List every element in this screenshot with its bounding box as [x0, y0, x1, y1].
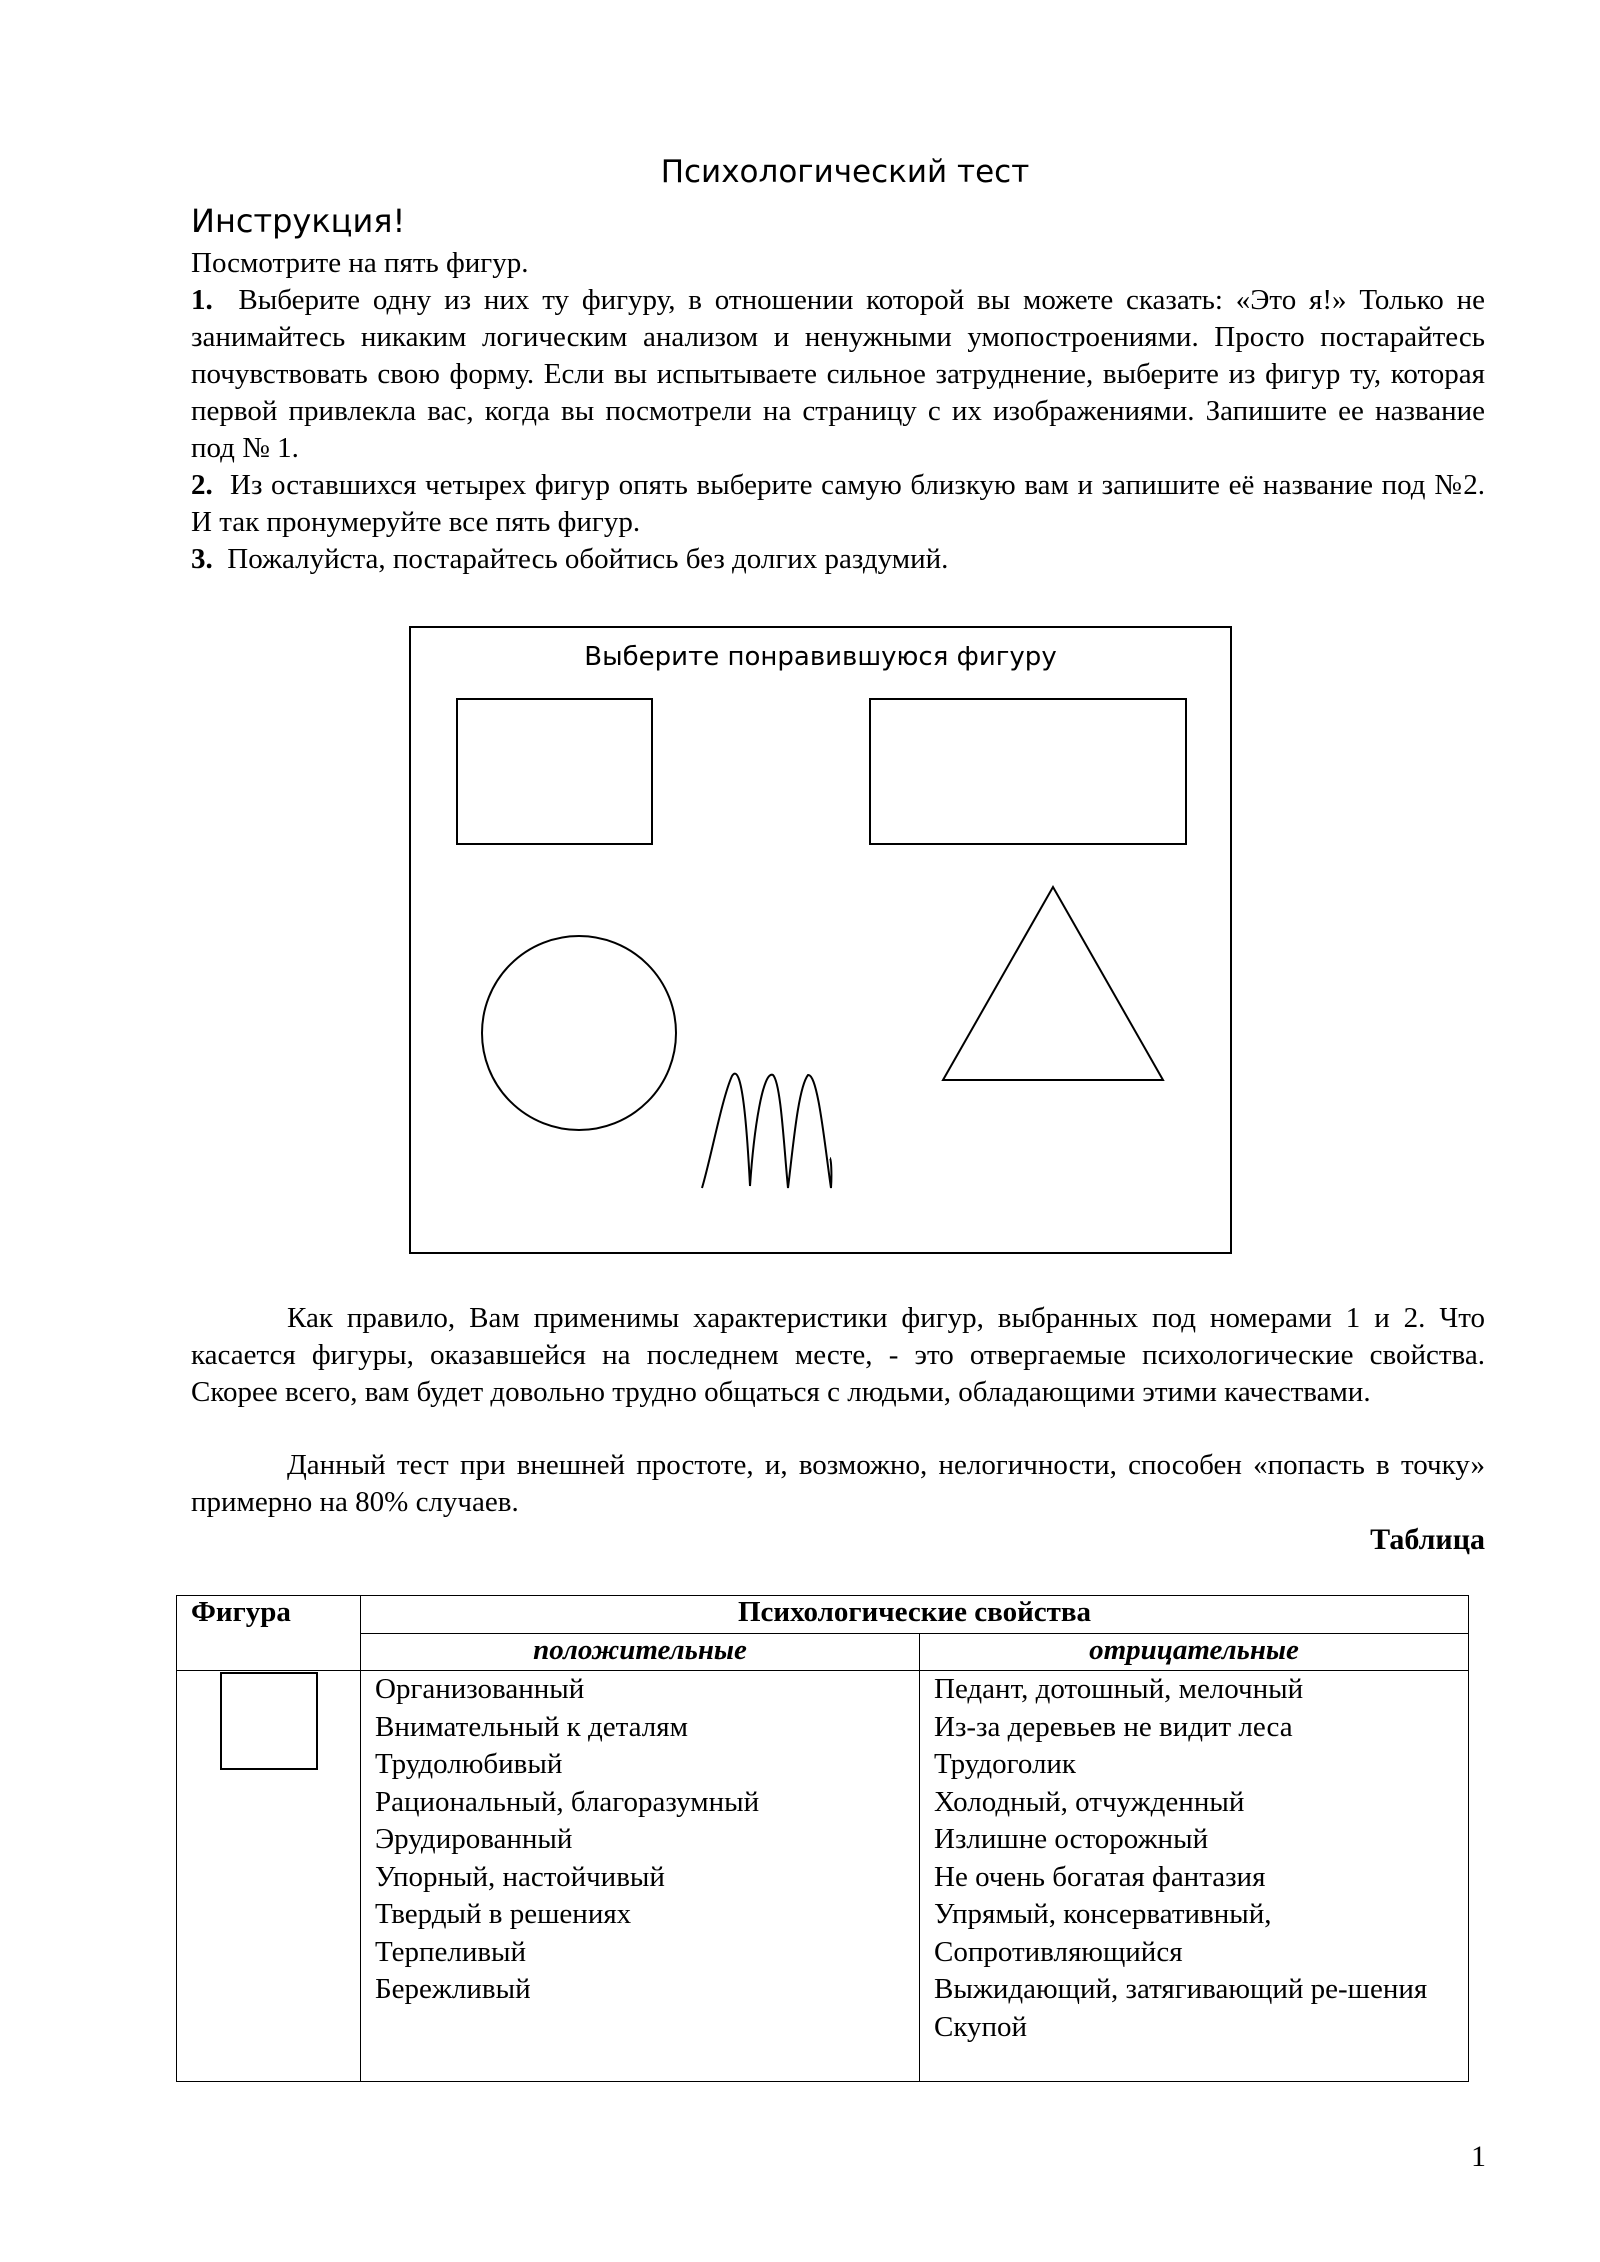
list-item: Упорный, настойчивый [375, 1860, 665, 1893]
list-item: Рациональный, благоразумный [375, 1785, 760, 1818]
table-subheader-row [177, 1634, 1469, 1671]
negative-traits-cell [920, 1671, 1469, 2082]
list-item: Скупой [934, 2010, 1028, 2043]
header-properties: Психологические свойства [361, 1596, 1469, 1634]
list-item: Внимательный к деталям [375, 1710, 688, 1743]
rectangle-shape[interactable] [870, 699, 1186, 844]
list-item: Трудоголик [934, 1748, 1077, 1780]
circle-shape[interactable] [482, 936, 676, 1130]
square-shape[interactable] [457, 699, 652, 844]
header-figure: Фигура [177, 1596, 361, 1671]
intro-text: Посмотрите на пять фигур. [191, 247, 529, 279]
list-item: Организованный [375, 1673, 585, 1705]
table-row [177, 1671, 1469, 2082]
page-title: Психологический тест [660, 154, 1030, 190]
list-item: Упрямый, консервативный, [934, 1898, 1272, 1930]
list-item: Эрудированный [375, 1823, 573, 1855]
figure-caption: Выберите понравившуюся фигуру [584, 642, 1057, 672]
list-item: Холодный, отчужденный [934, 1785, 1245, 1818]
figure-panel [409, 626, 1232, 1254]
header-negative: отрицательные [920, 1634, 1469, 1671]
square-icon [219, 1671, 319, 1771]
list-item: Сопротивляющийся [934, 1935, 1183, 1968]
step-number: 2. [191, 469, 213, 501]
step-2 [191, 467, 1485, 541]
conclusion-paragraph: Данный тест при внешней простоте, и, возможно, нелогичности, способен «попасть в точку» примерно на 80% случаев. [191, 1449, 1485, 1518]
step-3 [191, 541, 1485, 578]
table-header-row [177, 1596, 1469, 1634]
list-item: Из-за деревьев не видит леса [934, 1710, 1293, 1743]
list-item: Не очень богатая фантазия [934, 1860, 1266, 1893]
figure-shapes [411, 628, 1234, 1256]
step-text: Пожалуйста, постарайтесь обойтись без долгих раздумий. [227, 543, 949, 575]
zigzag-shape[interactable] [702, 1074, 831, 1188]
conclusion-paragraph: Как правило, Вам применимы характеристики фигур, выбранных под номерами 1 и 2. Что касается фигуры, оказавшейся на последнем месте, - это отвергаемые психологические свойства. Скорее всего, вам будет довольно трудно общаться с людьми, обладающими этими качествами. [191, 1302, 1485, 1408]
step-number: 1. [191, 284, 213, 316]
step-number: 3. [191, 543, 213, 575]
properties-table [176, 1595, 1469, 2082]
list-item: Твердый в решениях [375, 1898, 632, 1930]
positive-traits-cell [361, 1671, 920, 2082]
list-item: Терпеливый [375, 1935, 527, 1968]
step-1 [191, 282, 1485, 467]
figure-cell [177, 1671, 361, 2082]
page-number: 1 [1471, 2140, 1486, 2173]
table-caption: Таблица [1370, 1523, 1485, 1556]
instruction-heading: Инструкция! [191, 202, 406, 240]
list-item: Трудолюбивый [375, 1748, 563, 1780]
header-positive: положительные [361, 1634, 920, 1671]
list-item: Выжидающий, затягивающий ре-шения [934, 1973, 1428, 2005]
list-item: Бережливый [375, 1973, 531, 2005]
list-item: Излишне осторожный [934, 1823, 1209, 1855]
triangle-shape[interactable] [943, 887, 1163, 1080]
list-item: Педант, дотошный, мелочный [934, 1673, 1304, 1705]
step-text: Из оставшихся четырех фигур опять выберите самую близкую вам и запишите её название под №2. И так пронумеруйте все пять фигур. [191, 469, 1485, 538]
step-text: Выберите одну из них ту фигуру, в отношении которой вы можете сказать: «Это я!» Только не занимайтесь никаким логическим анализом и ненужными умопостроениями. Просто постарайтесь почувствовать свою форму. Если вы испытываете сильное затруднение, выберите из фигур ту, которая первой привлекла вас, когда вы посмотрели на страницу с их изображениями. Запишите ее название под № 1. [191, 284, 1485, 464]
